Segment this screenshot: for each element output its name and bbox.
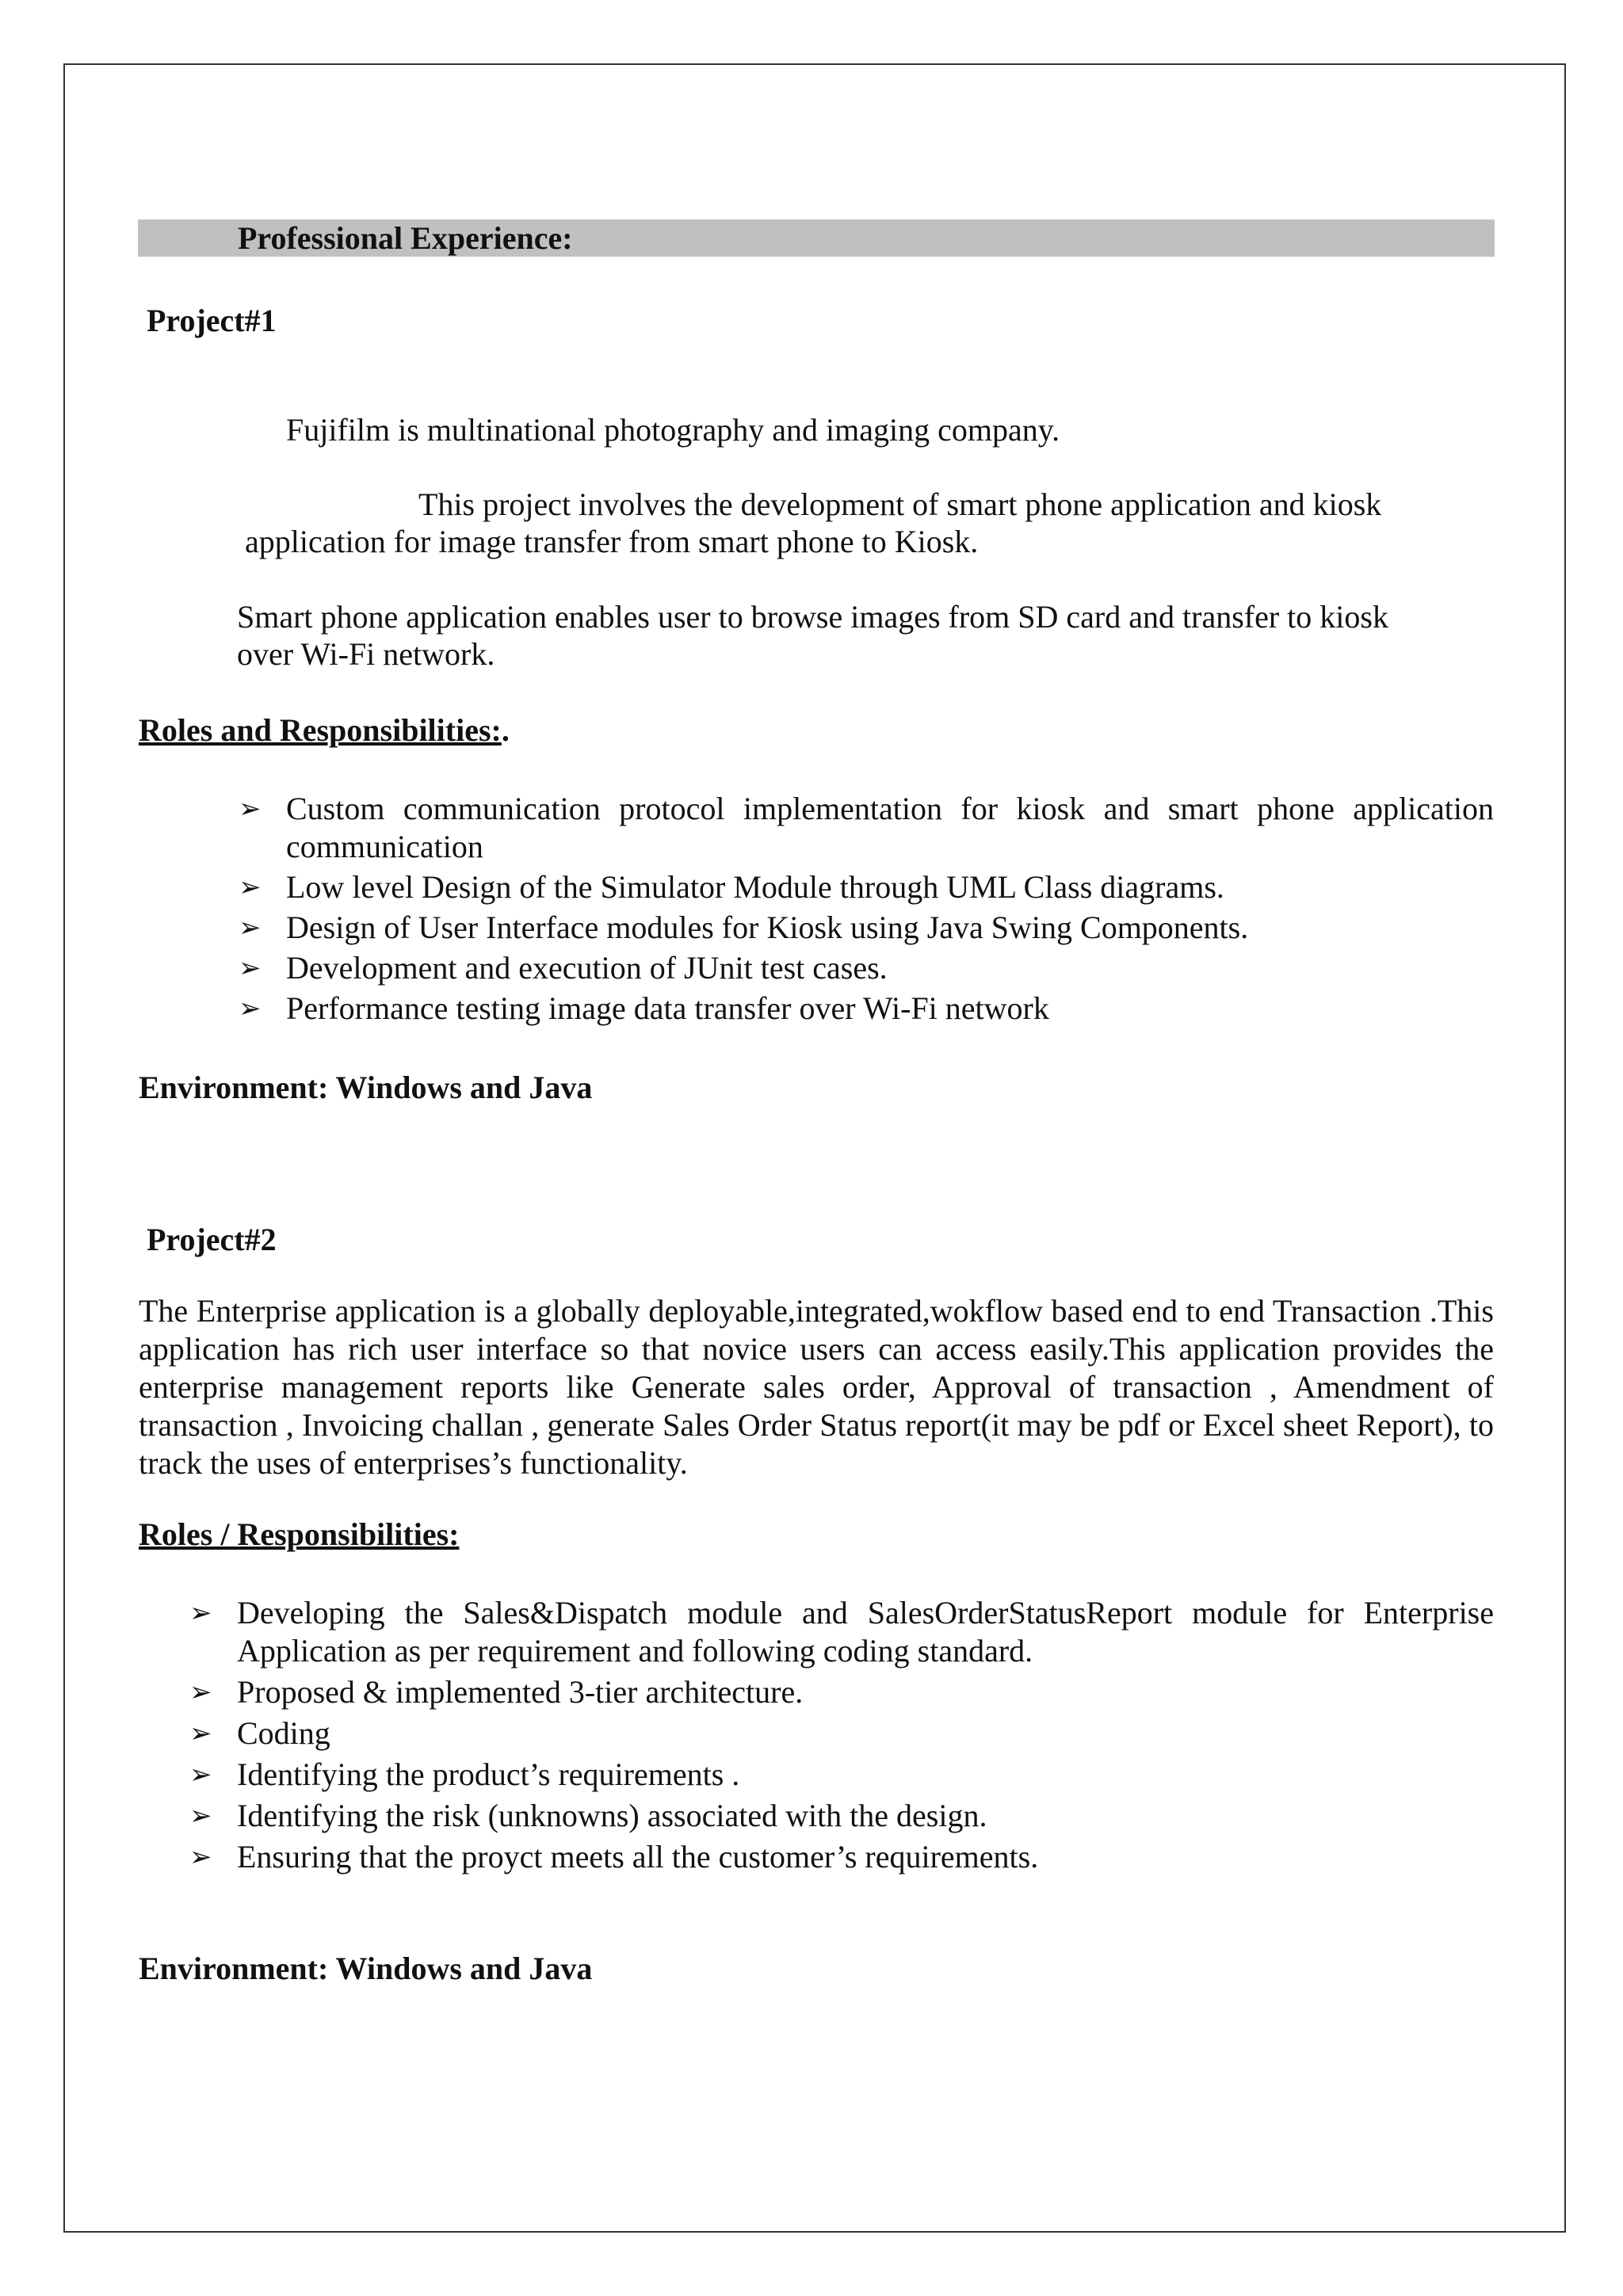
list-item xyxy=(189,1838,1494,1876)
page-border xyxy=(63,63,1566,2233)
arrowhead-bullet-icon: ➢ xyxy=(189,1800,212,1832)
arrowhead-bullet-icon: ➢ xyxy=(189,1676,212,1708)
list-item-text: Identifying the risk (unknowns) associated with the design. xyxy=(237,1798,987,1833)
arrowhead-bullet-icon: ➢ xyxy=(239,912,262,944)
list-item-text: Development and execution of JUnit test cases. xyxy=(286,950,888,986)
project1-description-line1: This project involves the development of smart phone application and kiosk xyxy=(418,486,1382,522)
arrowhead-bullet-icon: ➢ xyxy=(239,993,262,1024)
list-item xyxy=(189,1594,1494,1670)
project1-roles-list xyxy=(239,790,1494,1030)
arrowhead-bullet-icon: ➢ xyxy=(239,871,262,903)
list-item xyxy=(189,1797,1494,1835)
arrowhead-bullet-icon: ➢ xyxy=(189,1841,212,1873)
list-item-text: Identifying the product’s requirements . xyxy=(237,1756,740,1792)
list-item xyxy=(239,909,1494,947)
project2-roles-heading xyxy=(139,1516,459,1554)
project1-roles-heading-text: Roles and Responsibilities: xyxy=(139,712,502,748)
project2-roles-list xyxy=(189,1594,1494,1879)
project1-roles-heading-suffix: . xyxy=(501,712,510,748)
project2-roles-heading-text: Roles / Responsibilities: xyxy=(139,1516,460,1552)
arrowhead-bullet-icon: ➢ xyxy=(189,1597,212,1629)
list-item-text: Performance testing image data transfer over Wi-Fi network xyxy=(286,990,1049,1026)
list-item-text: Developing the Sales&Dispatch module and SalesOrderStatusReport module for Enterprise Application as per requirement and following coding standard. xyxy=(237,1595,1494,1669)
list-item-text: Ensuring that the proуct meets all the customer’s requirements. xyxy=(237,1839,1039,1875)
list-item xyxy=(239,949,1494,987)
project1-roles-heading xyxy=(139,711,510,749)
project1-heading: Project#1 xyxy=(147,303,277,338)
list-item-text: Proposed & implemented 3-tier architecture. xyxy=(237,1674,804,1710)
list-item-text: Design of User Interface modules for Kiosk using Java Swing Components. xyxy=(286,910,1249,945)
project1-smartphone-line1: Smart phone application enables user to browse images from SD card and transfer to kiosk xyxy=(237,599,1388,635)
project1-environment: Environment: Windows and Java xyxy=(139,1070,593,1105)
arrowhead-bullet-icon: ➢ xyxy=(189,1759,212,1791)
project2-description: The Enterprise application is a globally deployable,integrated,wokflow based end to end Transaction .This application has rich user interface so that novice users can access easily.This application provides the enterprise management reports like Generate sales order, Approval of transaction , Amendment of transaction , Invoicing challan , generate Sales Order Status report(it may be pdf or Excel sheet Report), to track the uses of enterprises’s functionality. xyxy=(139,1293,1494,1481)
arrowhead-bullet-icon: ➢ xyxy=(239,952,262,984)
list-item-text: Coding xyxy=(237,1715,330,1751)
section-title: Professional Experience: xyxy=(238,220,573,256)
list-item xyxy=(189,1673,1494,1711)
list-item xyxy=(239,868,1494,906)
project2-environment: Environment: Windows and Java xyxy=(139,1951,593,1986)
project2-heading: Project#2 xyxy=(147,1222,277,1257)
arrowhead-bullet-icon: ➢ xyxy=(189,1718,212,1749)
list-item-text: Custom communication protocol implementation for kiosk and smart phone application communication xyxy=(286,791,1494,864)
arrowhead-bullet-icon: ➢ xyxy=(239,793,262,825)
project1-description-line2: application for image transfer from smart phone to Kiosk. xyxy=(245,524,979,559)
list-item xyxy=(239,790,1494,866)
project1-smartphone-line2: over Wi-Fi network. xyxy=(237,636,495,672)
list-item xyxy=(189,1756,1494,1794)
list-item xyxy=(189,1714,1494,1753)
list-item xyxy=(239,990,1494,1028)
project1-intro: Fujifilm is multinational photography and imaging company. xyxy=(286,412,1060,448)
list-item-text: Low level Design of the Simulator Module through UML Class diagrams. xyxy=(286,869,1224,905)
